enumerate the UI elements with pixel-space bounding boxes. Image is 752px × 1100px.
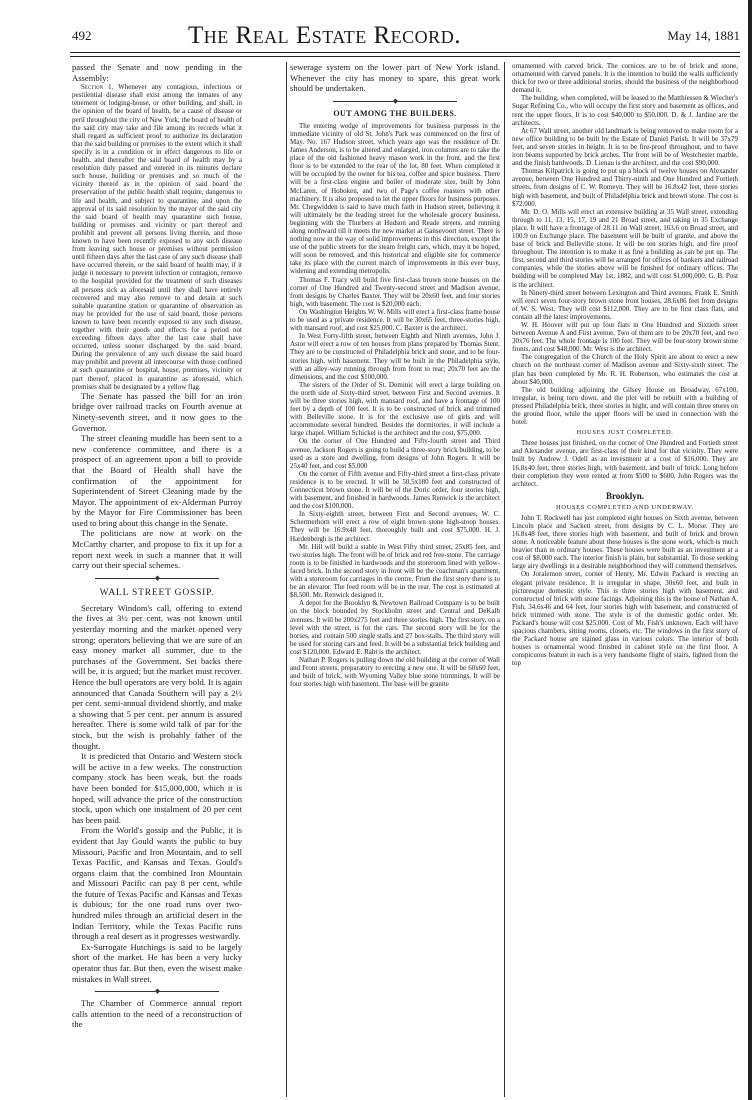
paragraph: Thomas F. Tracy will build five first-class brown stone houses on the corner of One Hundred and Twenty-second street and Madison avenue, from designs by Charles Baxter. They will be 20x60 feet, and four stories high, with basement. The cost is $20,000 each. bbox=[290, 275, 500, 308]
paragraph: John T. Rockwell has just completed eight houses on Sixth avenue, between Lincoln place and Sackett street, from designs by C. L. Morse. They are 16.8x48 feet, three stories high with basement, and built of brick and brown stone. A noticeable feature about these houses is the stone work, which is much heavier than in ordinary houses. These houses were built as an investment at a cost of $8,000 each. The interior finish is plain, but substantial. To those seeking large airy dwellings in a desirable neighborhood they will commend themselves. bbox=[512, 513, 738, 571]
paragraph: Mr. D. O. Mills will erect an extensive building at 35 Wall street, extending through to 11, 13, 15, 17, 19 and 21 Broad street, and taking in 35 Exchange place. It will have a frontage of 28.11 on Wall street, 163.6 on Broad street, and 100.9 on Exchange place. The basement will be built of granite, and above the base of brick and Belleville stone. It will be ten stories high, and fire proof throughout. The intention is to make it as fine a building as can be put up. The first, second and third stories will be arranged for offices of bankers and railroad companies, while the stories above will be finished for ordinary offices. The building will be completed May 1st, 1882, and will cost $1,000,000. G. B. Post is the architect. bbox=[512, 207, 738, 289]
masthead-title: The Real Estate Record. bbox=[188, 22, 461, 49]
column-divider bbox=[286, 62, 287, 1097]
paragraph: A depot for the Brooklyn & Newtown Railroad Company is to be built on the block bounded by Stockholm street and Central and DeKalb avenues. It will be 200x275 feet and three stories high. The first story, on a level with the street, is for the cars. The second story will be for the horses, and contain 500 single stalls and 27 box-stalls. The third story will be used for storing cars and feed. It will be a substantial brick building and cost $120,000. Edward E. Raht is the architect. bbox=[290, 599, 500, 656]
ornament-divider: ◆ bbox=[72, 574, 242, 582]
ornament-divider: ◆ bbox=[72, 987, 242, 995]
section-heading-brooklyn: Brooklyn. bbox=[605, 490, 645, 501]
paragraph: On Joralemon street, corner of Henry, Mr. Edwin Packard is erecting an elegant private residence. It is irregular in shape, 30x60 feet, and built in picturesque domestic style. This is three stories high with basement, and constructed of brick with stone facings. Adjoining this is the house of Nathan A. Fish, 34.6x46 and 64 feet, four stories high with basement, and constructed of brick trimmed with stone. The style is of the domestic gothic order. Mr. Packard's house will cost $25,000. Cost of Mr. Fish's unknown. Each will have spacious chambers, sitting rooms, closets, etc. The windows in the first story of the Packard house are stained glass in various colors. The interior of both houses is ornamental wood finished in cabinet style on the first floor. A conspicuous feature in each is a very handsome flight of stairs, lighted from the top bbox=[512, 570, 738, 668]
issue-date: May 14, 1881 bbox=[667, 28, 740, 43]
paragraph: The politicians are now at work on the McCarthy charter, and propose to fix it up for a report next week in such a manner that it will carry out their special schemes. bbox=[72, 528, 242, 571]
paragraph: The sisters of the Order of St. Dominic will erect a large building on the north side of Sixty-third street, between First and Second avenues. It will be three stories high, with mansard roof, and have a frontage of 100 feet by a depth of 100 feet. It is to be constructed of brick and trimmed with Belleville stone. It is for the exclusive use of girls and will accommodate several hundred. Besides the dormitories, it will include a large chapel. William Schickel is the architect and the cost, $75,000. bbox=[290, 380, 500, 438]
ornament-divider: ◆ bbox=[290, 97, 500, 105]
paragraph: In Sixty-eighth street, between First and Second avenues, W. C. Schermerhorn will erect a row of eight brown stone high-stoop houses. They will be 16.9x48 feet, thoroughly built and cost $75,000. H. J. Hardenbergh is the architect. bbox=[290, 510, 500, 543]
paragraph: The congregation of the Church of the Holy Spirit are about to erect a new church on the northeast corner of Madison avenue and Sixty-sixth street. The plan has been completed by Mr. R. H. Robertson, who estimates the cost at about $40,000. bbox=[512, 353, 738, 386]
intro-text: passed the Senate and now pending in the Assembly: bbox=[72, 62, 242, 83]
paragraph: On Washington Heights W. W. Mills will erect a first-class frame house to be used as a private residence. It will be 30x65 feet, three-stories high, with mansard roof, and cost $25,000. C. Baxter is the architect. bbox=[290, 307, 500, 333]
paragraph: On the corner of Fifth avenue and Fifty-third street a first-class private residence is to be erected. It will be 50.5x180 feet and constructed of Connecticut brown stone. It will be of the Doric order, four stories high, with basement, and finished in hardwoods. James Renwick is the architect and the cost $100,000. bbox=[290, 469, 500, 511]
paragraph: W. H. Hoover will put up four flats in One Hundred and Sixtieth street between Avenue A and First avenue. Two of them are to be 20x70 feet, and two 30x76 feet. The whole frontage is 100 feet. They will be four-story brown stone fronts, and cost $48,000. Mr. West is the architect. bbox=[512, 321, 738, 354]
paragraph: The Senate has passed the bill for an iron bridge over railroad tracks on Fourth avenue at Ninety-seventh street, and it now goes to the Governor. bbox=[72, 390, 242, 433]
paragraph: The old building adjoining the Gilsey House on Broadway, 67x100, irregular, is being torn down, and the plot will be rebuilt with a building of pressed Philadelphia brick, three stories in hight, and will contain three stores on the ground floor, while the upper floors will be used in connection with the hotel. bbox=[512, 385, 738, 427]
paragraph: In Ninety-third street between Lexington and Third avenues, Frank E. Smith will erect seven four-story brown stone front houses, 28.6x86 feet from designs of W. S. West. They will cost $112,000. They are to be first class flats, and contain all the latest improvements. bbox=[512, 288, 738, 321]
column-divider bbox=[504, 62, 505, 1097]
header-rule-thin bbox=[70, 56, 740, 57]
page-header bbox=[70, 22, 740, 52]
column-left bbox=[72, 62, 242, 1030]
section-heading-wall-street: WALL STREET GOSSIP. bbox=[99, 587, 215, 598]
column-right bbox=[512, 62, 738, 668]
paragraph: The Chamber of Commerce annual report calls attention to the need of a reconstruction of the bbox=[72, 998, 242, 1030]
paragraph: The street cleaning muddle has been sent to a new conference committee, and there is a prospect of an agreement upon a bill to provide that the Board of Health shall have the confirmation of the appointment for Superintendent of Street Cleaning made by the Mayor. The appointment of ex-Alderman Purroy by the Mayor for Fire Commissioner has been used to bring about this change in the Senate. bbox=[72, 433, 242, 528]
paragraph: Nathan P. Rogers is pulling down the old building at the corner of Wall and Front streets, preparatory to erecting a new one. It will be 60x60 feet, and built of brick, with Wyoming Valley blue stone trimmings. It will be four stories high with basement. The base will be granite bbox=[290, 655, 500, 689]
paragraph: Three houses just finished, on the corner of One Hundred and Fortieth street and Alexander avenue, are first-class of their kind for that vicinity. They were built by Andrew J. Odell as an investment at a cost of $16,000. They are 16.8x40 feet, three stories high, with basement, and built of brick. Long before their completion they were rented at from $500 to $600. John Rogers was the architect. bbox=[512, 439, 738, 488]
paragraph: At 67 Wall street, another old landmark is being removed to make room for a new office building to be built by the Estate of Daniel Parish. It will be 37x79 feet, and seven stories in height. It is to be fire-proof throughout, and to have iron beams supported by brick arches. The front will be of Westchester marble, and the finish hardwoods. D. Lienau is the architect, and the cost $90,000. bbox=[512, 126, 738, 168]
column-middle bbox=[290, 62, 500, 688]
paragraph: It is predicted that Ontario and Western stock will be active in a few weeks. The construction company stock has been weak, but the roads have been bonded for $15,000,000, which it is hoped, will advance the price of the construction stock, upon which one instalment of 20 per cent has been paid. bbox=[72, 751, 242, 825]
section-body: Whenever any contagious, infectious or pestilential disease shall exist among the inmates of any tenement or lodging-house, or other building, and shall, in the opinion of the board of health, be a cause of disease or peril throughout the city of New York, the board of health of the said city may take and file among its records what it shall regard as sufficient proof to authorize its declaration that the said building or premises to the extent which it shall specify is in a condition or in effect dangerous to life or health, and thereafter the said board of health may by a resolution duly passed and entered in its minutes declare such house, building or premises and so much of the vicinity thereof as in the opinion of said board the preservation of the public health shall require, dangerous to life and health, and subject to quarantine, and upon the approval of its said resolution by the mayor of the said city the said board of health may quarantine such house, building or premises and vicinity or part thereof and prohibit and prevent all persons living therein, and those known to have been recently exposed to any such disease from leaving such house or premises without permission until fifteen days after the last case of any such disease shall have occurred therein, or the said board of health may, if it judge it necessary to prevent infection or contagion, remove to the hospital provided for the treatment of such diseases all persons sick as aforesaid until they shall have entirely recovered and may also remove to and detain at such suitable quarantine station or quarantine of observation as may be provided for the use of said board, those persons known to have been recently exposed to any such disease, together with their goods and effects for a period not exceeding fifteen days after the last case shall have occurred, unless sooner discharged by the said board. During the prevalence of any such disease the said board may prohibit and prevent all intercourse with those confined at such quarantine or hospital, house, premises, vicinity or part thereof, placed in quarantine as aforesaid, which premises shall be designated by a yellow flag. bbox=[72, 83, 242, 391]
paragraph: Thomas Kilpatrick is going to put up a block of twelve houses on Alexander avenue, between One Hundred and Thirty-ninth and One Hundred and Fortieth streets, from designs of C. W. Romeyn. They will be 16.8x42 feet, three stories high with basement, and built of Philadelphia brick and brown stone. The cost is $72,000. bbox=[512, 167, 738, 208]
section-heading-builders: OUT AMONG THE BUILDERS. bbox=[333, 108, 457, 118]
paragraph: The building, when completed, will be leased to the Matthiessen & Wiecher's Sugar Refining Co., who will occupy the first story and basement as offices, and rent the upper floors. It is to cost $40,000 to $50,000. D. & J. Jardine are the architects. bbox=[512, 94, 738, 127]
paragraph: From the World's gossip and the Public, it is evident that Jay Gould wants the public to buy Missouri, Pacific and Iron Mountain, and to sell Texas Pacific, and Kansas and Texas. Gould's organs claim that the combined Iron Mountain and Missouri Pacific can pay 8 per cent, while the future of Texas Pacific and Kansas and Texas is dubious; for the one road runs over two-hundred miles through an artificial desert in the Indian Territory, while the Texas Pacific runs through a real desert as it progresses westwardly. bbox=[72, 825, 242, 942]
subheading-houses-completed: HOUSES JUST COMPLETED. bbox=[576, 429, 674, 437]
bill-section-text bbox=[72, 83, 242, 391]
paragraph: Mr. Hill will build a stable in West Fifty third street, 25x85 feet, and two stories high. The front will be of brick and red free-stone. The carriage room is to be finished in hardwoods and the storeroom lined with yellow-faced brick. In the second story in front will be the coachman's apartment, with a storeroom for carriages in the centre. From the first story there is to be an elevator. The feed room will be in the rear. The cost is estimated at $8,500. Mr. Renwick designed it. bbox=[290, 542, 500, 600]
paragraph: Ex-Surrogate Hutchings is said to be largely short of the market. He has been a very lucky operator thus far. But then, even the wisest make mistakes in Wall street. bbox=[72, 941, 242, 984]
page-edge bbox=[748, 0, 752, 1100]
paragraph: Secretary Windom's call, offering to extend the fives at 3½ per cent, was not known until yesterday morning and the market opened very strong; operators believing that we are sure of an easy money market all summer, due to the purchases of the Government. Set backs there will be, it is argued; but the market must recover. Hence the bull operators are very bold. It is again announced that Canada Southern will pay a 2½ per cent. semi-annual dividend shortly, and make a showing that 5 per cent. per annum is assured hereafter. There is some wild talk of par for the stock, but the wish is probably father of the thought. bbox=[72, 602, 242, 751]
page-number: 492 bbox=[72, 28, 92, 43]
section-label: Section 1. bbox=[81, 83, 114, 92]
paragraph: The entering wedge of improvements for business purposes in the immediate vicinity of old St. John's Park was commenced on the first of May. No. 167 Hudson street, which years ago was the residence of Dr. James Anderson, is to be altered and enlarged, iron columns are to take the place of the old fashioned heavy mason work in the front, and the first floor is to be extended to the rear of the lot, 80 feet. When completed it will be occupied by the owner for his tea, coffee and spice business. There will be a first-class engine and boiler of moderate size, built by John McLaren, of Hoboken, and two of Page's coffee roasters with other machinery. It is also proposed to let the upper floors for business purposes. Mr. Chegwidden is said to have much faith in Hudson street, believing it will ultimately be the leading street for the wholesale grocery business, beginning with the Thurbers at Hudson and Reade streets, and running along northward till it meets the new market at Gansevoort street. There is nothing now in the way of solid improvements in this direction, except the use of the public streets for the steam freight cars, which, may it be hoped, will soon be removed, and this historical and eligible site for commerce take its place with the current march of improvements in this ever busy, widening and extending metropolis. bbox=[290, 121, 500, 276]
paragraph: sewerage system on the lower part of New York island. Whenever the city has money to spare, this great work should be undertaken. bbox=[290, 62, 500, 94]
paragraph: ornamented with carved brick. The cornices are to be of brick and stone, ornamented with carved panels. It is the intention to build the walls sufficiently thick for two or three additional stories, should the business of the neighborhood demand it. bbox=[512, 62, 738, 95]
paragraph: In West Forty-fifth street, between Eighth and Ninth avenues, John J. Astor will erect a row of ten houses from plans prepared by Thomas Stent. They are to be constructed of Philadelphia brick and stone, and to be four-stories high, with basement. They will be built in the Philadelphia style, with an alley-way running through from front to rear; 20x70 feet are the dimensions, and the cost $100,000. bbox=[290, 332, 500, 381]
subheading-brooklyn-houses: HOUSES COMPLETED AND UNDERWAY. bbox=[556, 503, 694, 511]
paragraph: On the corner of One Hundred and Fifty-fourth street and Third avenue, Jackson Rogers is going to build a three-story brick building, to be used as a store and dwelling, from designs of John Rogers. It will be 25x40 feet, and cost $5,000 bbox=[290, 437, 500, 470]
header-rule bbox=[70, 52, 740, 53]
